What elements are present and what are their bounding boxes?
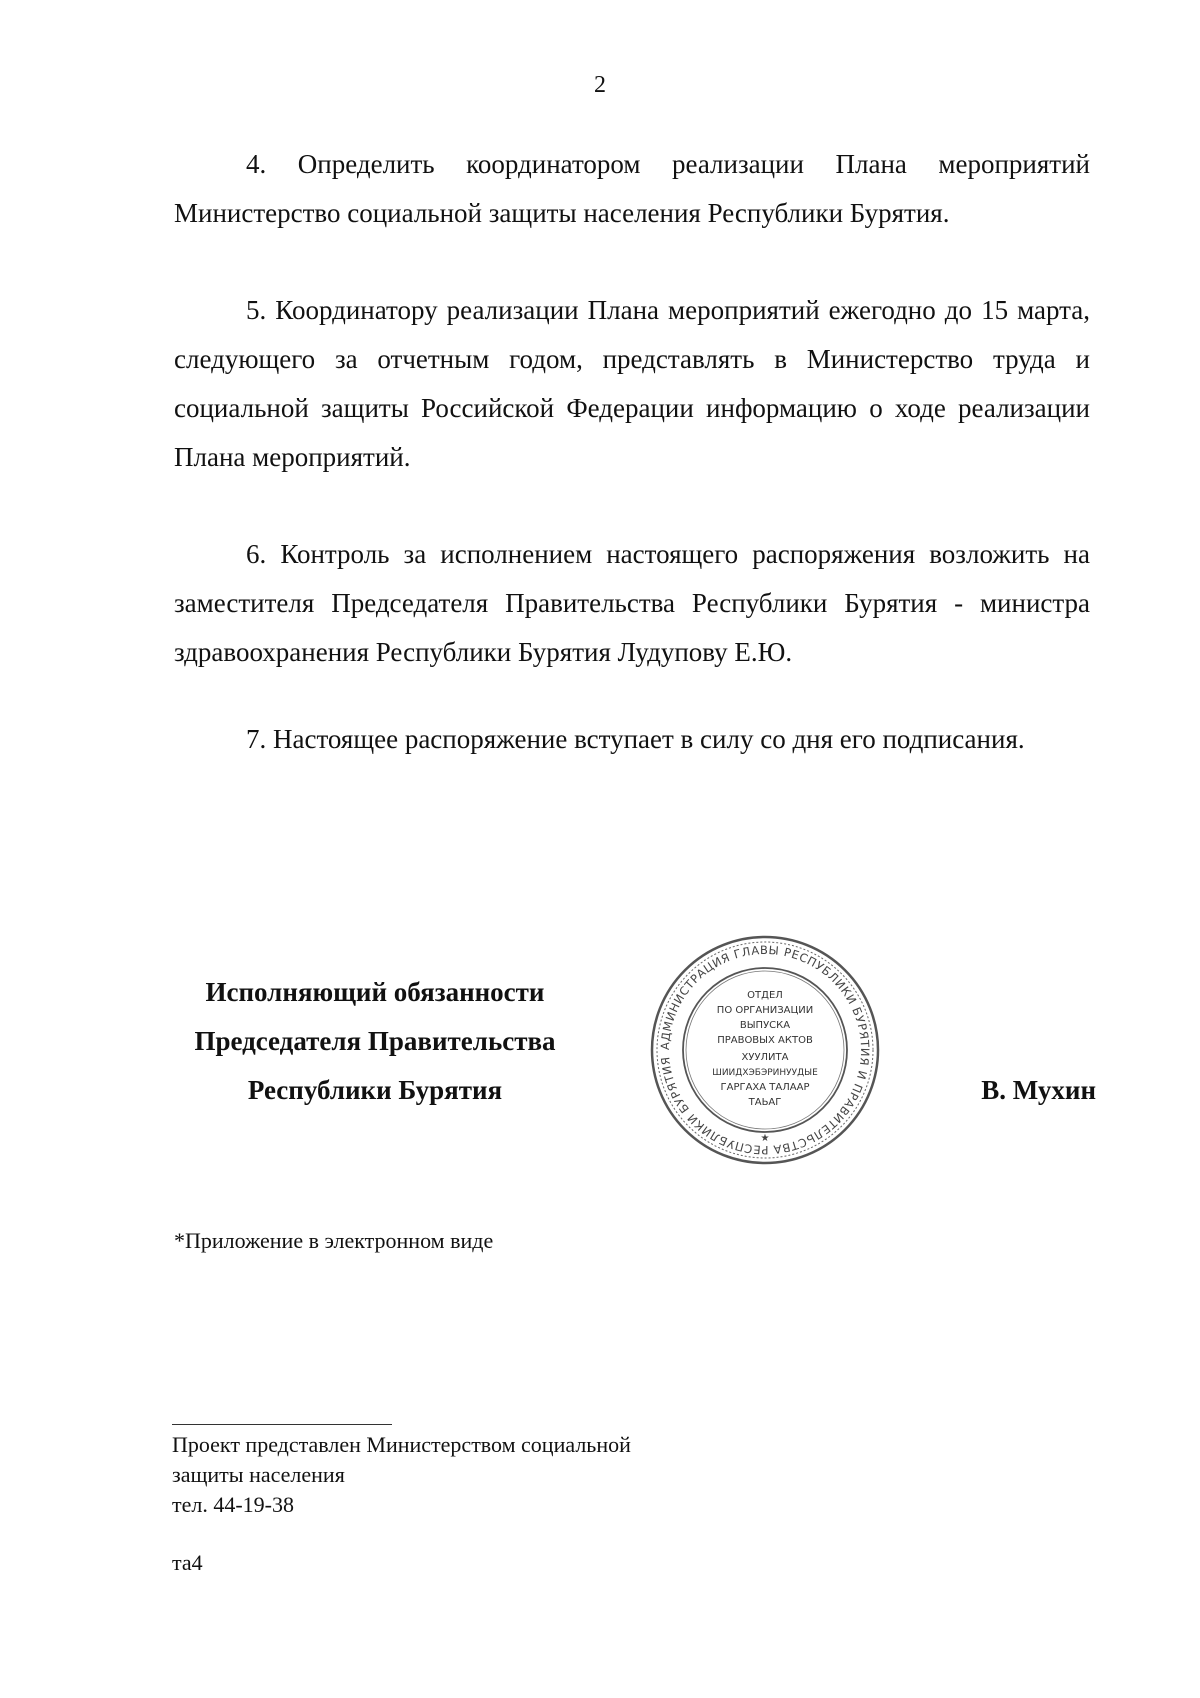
paragraph-5: 5. Координатору реализации Плана мероприятий ежегодно до 15 марта, следующего за отчетным годом, представлять в Министерство труда и социальной защиты Российской Федерации информацию о ходе реализации Плана мероприятий. [174, 295, 1090, 472]
signatory-title-line-2: Председателя Правительства [194, 1026, 556, 1056]
page-number: 2 [594, 72, 606, 98]
signatory-title-line-3: Республики Бурятия [247, 1075, 503, 1105]
footer-note [172, 1430, 631, 1520]
seal-inner-line-3: ВЫПУСКА [739, 1020, 791, 1031]
footer-phone: тел. 44-19-38 [172, 1492, 295, 1517]
document-body [174, 140, 1090, 812]
seal-inner-line-5: ХУУЛИТА [741, 1052, 789, 1063]
seal-inner-line-6: ШИИДХЭБЭРИНУУДЫЕ [712, 1068, 818, 1078]
appendix-note: *Приложение в электронном виде [174, 1228, 494, 1253]
seal-inner-line-2: ПО ОРГАНИЗАЦИИ [716, 1005, 814, 1016]
seal-inner-line-8: ТАЬАГ [748, 1097, 782, 1108]
seal-inner-line-7: ГАРГАХА ТАЛААР [720, 1082, 810, 1093]
document-code: та4 [172, 1550, 203, 1575]
signatory-title-line-1: Исполняющий обязанности [205, 977, 545, 1007]
footer-divider [172, 1424, 392, 1425]
footer-line-1: Проект представлен Министерством социальной [172, 1432, 631, 1457]
seal-star-icon: ★ [760, 1133, 770, 1144]
paragraph-4: 4. Определить координатором реализации Плана мероприятий Министерство социальной защиты населения Республики Бурятия. [174, 149, 1090, 228]
signatory-title [165, 968, 585, 1115]
svg-text:АДМИНИСТРАЦИЯ ГЛАВЫ РЕСПУБЛИКИ [658, 943, 872, 1157]
paragraph-7: 7. Настоящее распоряжение вступает в силу со дня его подписания. [246, 724, 1025, 754]
signatory-name: В. Мухин [981, 1075, 1096, 1105]
official-seal-stamp [648, 933, 882, 1167]
footer-line-2: защиты населения [172, 1462, 345, 1487]
seal-inner-line-4: ПРАВОВЫХ АКТОВ [717, 1035, 813, 1046]
seal-inner-line-1: ОТДЕЛ [747, 990, 783, 1001]
paragraph-6: 6. Контроль за исполнением настоящего распоряжения возложить на заместителя Председателя Правительства Республики Бурятия - министра здравоохранения Республики Бурятия Лудупову Е.Ю. [174, 539, 1090, 667]
seal-outer-text: АДМИНИСТРАЦИЯ ГЛАВЫ РЕСПУБЛИКИ БУРЯТИЯ И ПРАВИТЕЛЬСТВА РЕСПУБЛИКИ БУРЯТИЯ [657, 942, 873, 1158]
